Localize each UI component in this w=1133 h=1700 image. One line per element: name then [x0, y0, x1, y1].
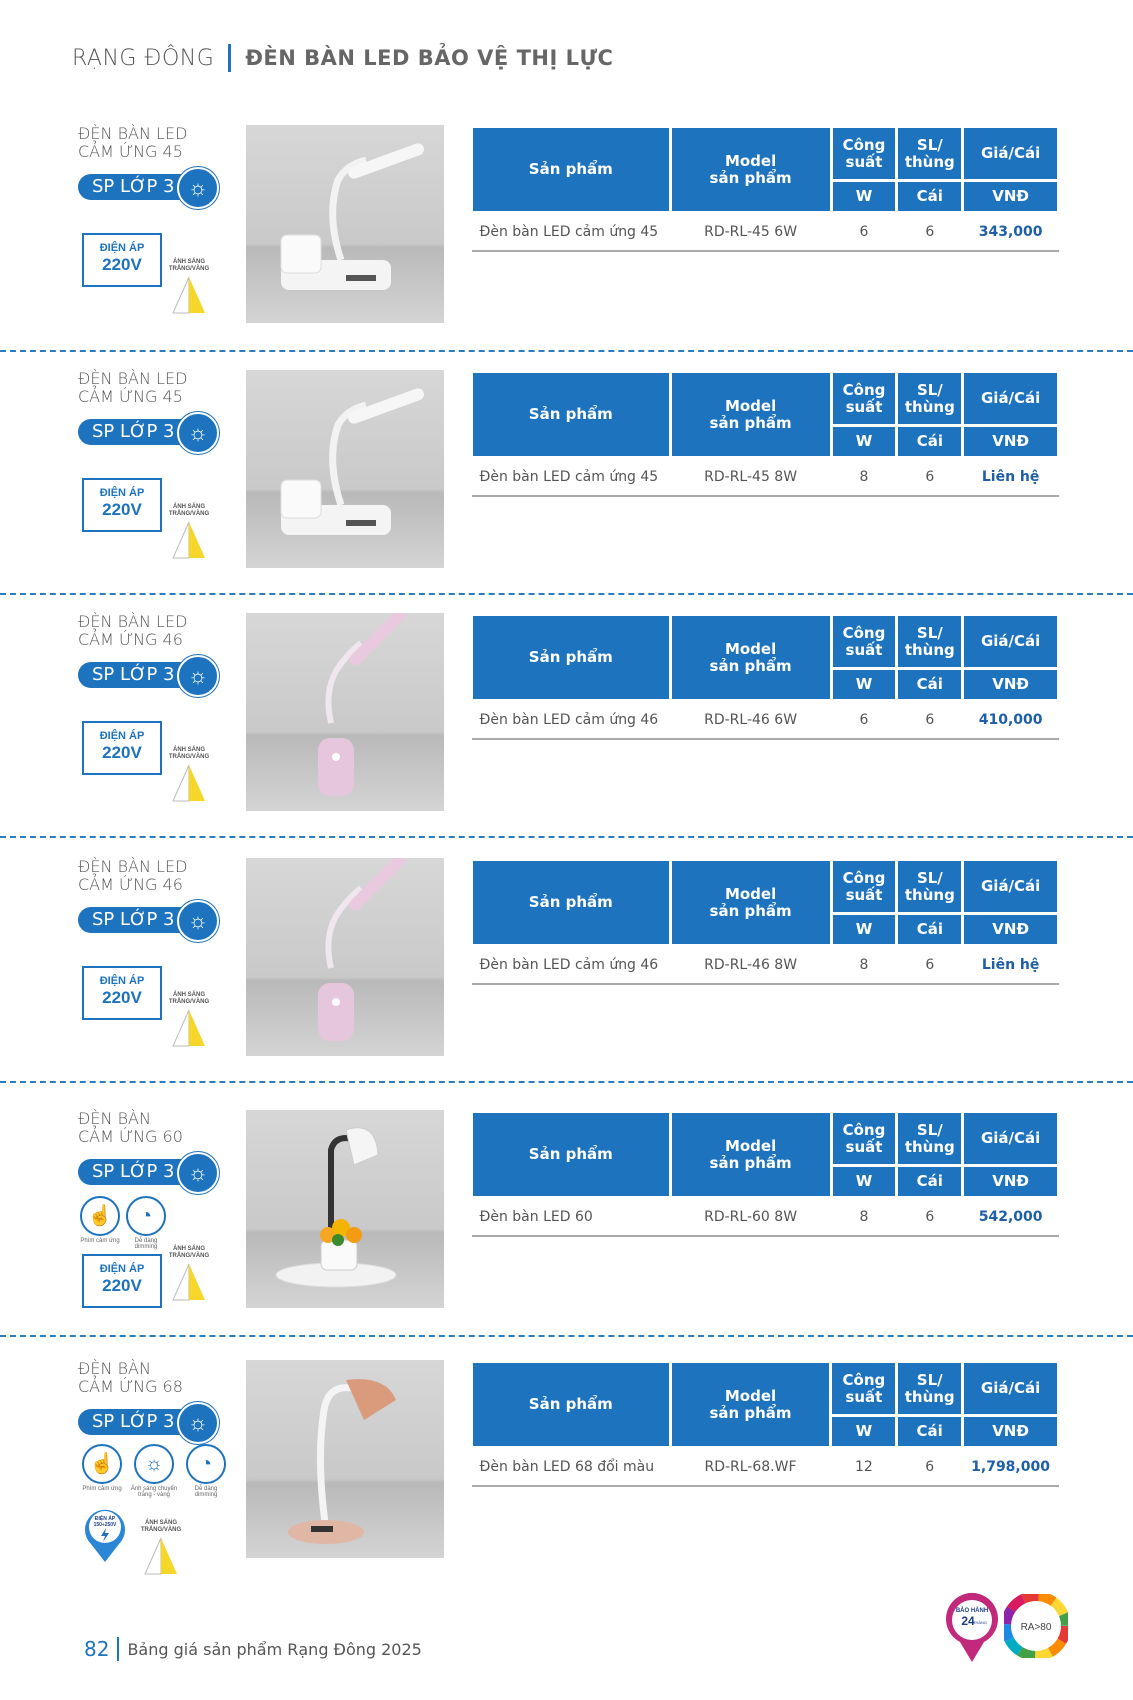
touch-icon: ☝ — [82, 1444, 122, 1484]
header-product: Sản phẩm — [472, 372, 671, 458]
header-qty-unit: Cái — [897, 181, 963, 213]
header-separator — [228, 44, 231, 72]
cell-model: RD-RL-45 6W — [670, 213, 831, 252]
header-product: Sản phẩm — [472, 1112, 671, 1198]
table-row — [472, 1198, 1059, 1237]
header-power-line1: Công — [842, 1370, 886, 1389]
cell-price: Liên hệ — [963, 458, 1059, 497]
product-section — [0, 1360, 1133, 1600]
product-name — [78, 613, 187, 649]
header-qty-line1: SL/ — [916, 1370, 943, 1389]
light-triangle-icon — [164, 1008, 214, 1048]
product-photo — [246, 1360, 444, 1558]
light-triangle-icon — [164, 763, 214, 803]
header-qty-unit: Cái — [897, 426, 963, 458]
product-name-line1: ĐÈN BÀN LED — [78, 612, 188, 631]
table-row — [472, 458, 1059, 497]
cell-price: 542,000 — [963, 1198, 1059, 1237]
product-photo — [246, 613, 444, 811]
product-section — [0, 370, 1133, 610]
header-qty-line2: thùng — [904, 152, 955, 171]
product-name-line1: ĐÈN BÀN LED — [78, 124, 188, 143]
product-photo — [246, 858, 444, 1056]
voltage-badge — [82, 721, 162, 775]
header-qty-unit: Cái — [897, 1166, 963, 1198]
light-caption-line1: ÁNH SÁNG — [172, 1246, 205, 1252]
section-divider — [0, 1335, 1133, 1337]
cell-price: 343,000 — [963, 213, 1059, 252]
voltage-value: 220V — [102, 743, 142, 762]
light-caption-line2: TRẮNG/VÀNG — [168, 754, 210, 760]
voltage-badge — [82, 966, 162, 1020]
table-row — [472, 701, 1059, 740]
voltage-pin-badge — [82, 1506, 128, 1564]
header-model-line1: Model — [724, 396, 777, 415]
table-row — [472, 946, 1059, 985]
header-power — [831, 860, 897, 914]
sp-label: SP LỚP 3 — [78, 662, 205, 688]
dimming-icon: ◔ — [186, 1444, 226, 1484]
cell-product: Đèn bàn LED 60 — [472, 1198, 671, 1237]
header-model-line2: sản phẩm — [709, 1403, 792, 1422]
header-qty-line2: thùng — [904, 397, 955, 416]
touch-icon: ☝ — [80, 1196, 120, 1236]
header-price-unit: VNĐ — [963, 914, 1059, 946]
cell-power: 8 — [831, 946, 897, 985]
header-model — [670, 1112, 831, 1198]
light-white-yellow-badge — [164, 504, 214, 564]
product-name — [78, 1110, 183, 1146]
header-power-unit: W — [831, 1416, 897, 1448]
header-power-line1: Công — [842, 1120, 886, 1139]
brand-name: RẠNG ĐÔNG — [72, 45, 215, 71]
sp-class3-badge — [78, 906, 218, 934]
section-divider — [0, 1081, 1133, 1083]
voltage-label: ĐIỆN ÁP — [99, 242, 145, 254]
light-white-yellow-badge — [164, 259, 214, 319]
cell-qty: 6 — [897, 946, 963, 985]
cell-product: Đèn bàn LED cảm ứng 45 — [472, 213, 671, 252]
ra-label: RA>80 — [1020, 1622, 1052, 1633]
dimming-icon: ◔ — [126, 1196, 166, 1236]
cell-power: 8 — [831, 1198, 897, 1237]
header-price: Giá/Cái — [963, 615, 1059, 669]
feature-dimming — [184, 1444, 228, 1498]
product-name-line2: CẢM ỨNG 46 — [78, 875, 183, 894]
voltage-value: 220V — [102, 1276, 142, 1295]
eye-protect-icon: ☼ — [177, 900, 219, 942]
feature-touch — [80, 1196, 120, 1244]
header-model-line1: Model — [724, 884, 777, 903]
header-power — [831, 1112, 897, 1166]
header-model-line1: Model — [724, 639, 777, 658]
warranty-line3: THÁNG — [973, 1620, 987, 1625]
product-section — [0, 613, 1133, 853]
header-model — [670, 127, 831, 213]
header-qty — [897, 860, 963, 914]
cell-model: RD-RL-68.WF — [670, 1448, 831, 1487]
feature-color-switch — [126, 1444, 182, 1498]
product-name — [78, 125, 187, 161]
header-power — [831, 127, 897, 181]
header-model — [670, 860, 831, 946]
header-power-line1: Công — [842, 135, 886, 154]
voltage-value: 220V — [102, 988, 142, 1007]
cell-power: 6 — [831, 701, 897, 740]
header-price: Giá/Cái — [963, 1112, 1059, 1166]
color-switch-icon: ☼ — [134, 1444, 174, 1484]
header-price-unit: VNĐ — [963, 181, 1059, 213]
header-power-line2: suất — [845, 1387, 883, 1406]
header-qty-line2: thùng — [904, 1387, 955, 1406]
header-qty — [897, 1112, 963, 1166]
sp-class3-badge — [78, 418, 218, 446]
price-table — [470, 613, 1060, 740]
warranty-line1: BẢO HÀNH — [955, 1608, 989, 1614]
product-name — [78, 370, 187, 406]
header-qty-line2: thùng — [904, 1137, 955, 1156]
section-divider — [0, 836, 1133, 838]
cell-product: Đèn bàn LED cảm ứng 46 — [472, 946, 671, 985]
section-divider — [0, 593, 1133, 595]
price-table — [470, 858, 1060, 985]
header-product: Sản phẩm — [472, 615, 671, 701]
cell-qty: 6 — [897, 213, 963, 252]
page-title: ĐÈN BÀN LED BẢO VỆ THỊ LỰC — [245, 46, 614, 70]
header-qty-line1: SL/ — [916, 623, 943, 642]
product-name-line2: CẢM ỨNG 68 — [78, 1377, 183, 1396]
voltage-label: ĐIỆN ÁP — [99, 1263, 145, 1275]
cell-price: Liên hệ — [963, 946, 1059, 985]
page-footer — [84, 1637, 422, 1661]
header-price-unit: VNĐ — [963, 1416, 1059, 1448]
header-power-line1: Công — [842, 623, 886, 642]
feature-dimming-label: Dễ dàng dimming — [134, 1238, 158, 1250]
header-price-unit: VNĐ — [963, 426, 1059, 458]
header-model-line1: Model — [724, 1386, 777, 1405]
header-power-line2: suất — [845, 885, 883, 904]
header-model-line1: Model — [724, 151, 777, 170]
cell-model: RD-RL-45 8W — [670, 458, 831, 497]
header-qty-unit: Cái — [897, 669, 963, 701]
product-name-line1: ĐÈN BÀN — [78, 1109, 151, 1128]
price-table — [470, 1110, 1060, 1237]
ra-badge — [1004, 1594, 1068, 1658]
cell-model: RD-RL-46 6W — [670, 701, 831, 740]
light-triangle-icon — [164, 275, 214, 315]
eye-protect-icon: ☼ — [177, 655, 219, 697]
sp-class3-badge — [78, 1408, 218, 1436]
eye-protect-icon: ☼ — [177, 1402, 219, 1444]
light-triangle-icon — [164, 1262, 214, 1302]
cell-qty: 6 — [897, 1448, 963, 1487]
product-name-line1: ĐÈN BÀN LED — [78, 369, 188, 388]
header-power-unit: W — [831, 914, 897, 946]
product-name-line2: CẢM ỨNG 60 — [78, 1127, 183, 1146]
light-white-yellow-badge — [164, 1246, 214, 1306]
feature-touch-label: Phím cảm ứng — [80, 1238, 120, 1244]
header-power-unit: W — [831, 669, 897, 701]
price-table — [470, 370, 1060, 497]
header-power-unit: W — [831, 426, 897, 458]
product-name — [78, 858, 187, 894]
feature-color-switch-label: Ánh sáng chuyển trắng - vàng — [130, 1486, 178, 1498]
header-price: Giá/Cái — [963, 1362, 1059, 1416]
pin-voltage-line1: ĐIỆN ÁP — [94, 1516, 116, 1522]
sp-class3-badge — [78, 1158, 218, 1186]
product-name-line1: ĐÈN BÀN — [78, 1359, 151, 1378]
voltage-label: ĐIỆN ÁP — [99, 730, 145, 742]
product-name-line2: CẢM ỨNG 45 — [78, 387, 183, 406]
cell-model: RD-RL-46 8W — [670, 946, 831, 985]
header-power — [831, 1362, 897, 1416]
cell-product: Đèn bàn LED 68 đổi màu — [472, 1448, 671, 1487]
cell-product: Đèn bàn LED cảm ứng 45 — [472, 458, 671, 497]
header-power-line1: Công — [842, 868, 886, 887]
table-row — [472, 1448, 1059, 1487]
light-caption-line1: ÁNH SÁNG — [172, 504, 205, 510]
page-header — [72, 44, 613, 72]
header-power-line2: suất — [845, 152, 883, 171]
voltage-badge — [82, 233, 162, 287]
eye-protect-icon: ☼ — [177, 1152, 219, 1194]
price-table — [470, 125, 1060, 252]
voltage-value: 220V — [102, 255, 142, 274]
sp-label: SP LỚP 3 — [78, 1159, 205, 1185]
light-caption-line2: TRẮNG/VÀNG — [140, 1527, 182, 1533]
feature-touch-label: Phím cảm ứng — [82, 1486, 122, 1492]
eye-protect-icon: ☼ — [177, 167, 219, 209]
cell-power: 8 — [831, 458, 897, 497]
section-divider — [0, 350, 1133, 352]
light-white-yellow-badge — [164, 747, 214, 807]
header-model-line1: Model — [724, 1136, 777, 1155]
header-power — [831, 615, 897, 669]
feature-dimming — [126, 1196, 166, 1250]
product-section — [0, 1110, 1133, 1350]
light-caption-line2: TRẮNG/VÀNG — [168, 511, 210, 517]
sp-label: SP LỚP 3 — [78, 907, 205, 933]
voltage-badge — [82, 1254, 162, 1308]
voltage-label: ĐIỆN ÁP — [99, 975, 145, 987]
header-qty-unit: Cái — [897, 914, 963, 946]
header-model-line2: sản phẩm — [709, 1153, 792, 1172]
cell-power: 6 — [831, 213, 897, 252]
light-caption-line2: TRẮNG/VÀNG — [168, 1253, 210, 1259]
header-product: Sản phẩm — [472, 860, 671, 946]
cell-qty: 6 — [897, 458, 963, 497]
pin-voltage-line2: 150÷250V — [93, 1522, 117, 1528]
header-model — [670, 1362, 831, 1448]
cell-power: 12 — [831, 1448, 897, 1487]
sp-label: SP LỚP 3 — [78, 174, 205, 200]
header-model-line2: sản phẩm — [709, 656, 792, 675]
header-power-unit: W — [831, 181, 897, 213]
light-caption-line2: TRẮNG/VÀNG — [168, 999, 210, 1005]
header-price: Giá/Cái — [963, 127, 1059, 181]
header-model — [670, 615, 831, 701]
header-qty-line1: SL/ — [916, 1120, 943, 1139]
header-power-line2: suất — [845, 1137, 883, 1156]
header-power-line2: suất — [845, 397, 883, 416]
price-table — [470, 1360, 1060, 1487]
product-name-line2: CẢM ỨNG 45 — [78, 142, 183, 161]
cell-price: 410,000 — [963, 701, 1059, 740]
light-caption-line1: ÁNH SÁNG — [172, 992, 205, 998]
sp-class3-badge — [78, 173, 218, 201]
feature-touch — [80, 1444, 124, 1492]
light-caption-line1: ÁNH SÁNG — [144, 1520, 177, 1526]
footer-separator — [117, 1637, 119, 1661]
page-number: 82 — [84, 1637, 110, 1661]
header-price-unit: VNĐ — [963, 669, 1059, 701]
header-price: Giá/Cái — [963, 372, 1059, 426]
eye-protect-icon: ☼ — [177, 412, 219, 454]
header-power-unit: W — [831, 1166, 897, 1198]
header-power-line2: suất — [845, 640, 883, 659]
voltage-label: ĐIỆN ÁP — [99, 487, 145, 499]
header-model-line2: sản phẩm — [709, 168, 792, 187]
light-white-yellow-badge — [164, 992, 214, 1052]
warranty-badge — [944, 1592, 1000, 1664]
product-name-line2: CẢM ỨNG 46 — [78, 630, 183, 649]
sp-label: SP LỚP 3 — [78, 1409, 205, 1435]
header-power-line1: Công — [842, 380, 886, 399]
header-qty — [897, 1362, 963, 1416]
header-qty-unit: Cái — [897, 1416, 963, 1448]
header-model-line2: sản phẩm — [709, 901, 792, 920]
header-qty-line2: thùng — [904, 885, 955, 904]
product-name — [78, 1360, 183, 1396]
header-qty-line1: SL/ — [916, 135, 943, 154]
cell-product: Đèn bàn LED cảm ứng 46 — [472, 701, 671, 740]
feature-dimming-label: Dễ dàng dimming — [194, 1486, 218, 1498]
voltage-badge — [82, 478, 162, 532]
product-section — [0, 125, 1133, 365]
header-qty — [897, 615, 963, 669]
product-photo — [246, 1110, 444, 1308]
header-model-line2: sản phẩm — [709, 413, 792, 432]
light-triangle-icon — [164, 520, 214, 560]
light-caption-line2: TRẮNG/VÀNG — [168, 266, 210, 272]
light-white-yellow-badge — [136, 1520, 186, 1580]
header-qty-line1: SL/ — [916, 380, 943, 399]
cell-price: 1,798,000 — [963, 1448, 1059, 1487]
table-row — [472, 213, 1059, 252]
header-product: Sản phẩm — [472, 127, 671, 213]
cell-model: RD-RL-60 8W — [670, 1198, 831, 1237]
light-caption-line1: ÁNH SÁNG — [172, 747, 205, 753]
header-price-unit: VNĐ — [963, 1166, 1059, 1198]
cell-qty: 6 — [897, 701, 963, 740]
sp-label: SP LỚP 3 — [78, 419, 205, 445]
cell-qty: 6 — [897, 1198, 963, 1237]
product-section — [0, 858, 1133, 1098]
header-qty-line1: SL/ — [916, 868, 943, 887]
footer-text: Bảng giá sản phẩm Rạng Đông 2025 — [127, 1639, 422, 1659]
header-qty — [897, 372, 963, 426]
header-power — [831, 372, 897, 426]
product-photo — [246, 370, 444, 568]
header-price: Giá/Cái — [963, 860, 1059, 914]
header-model — [670, 372, 831, 458]
header-product: Sản phẩm — [472, 1362, 671, 1448]
light-triangle-icon — [136, 1536, 186, 1576]
sp-class3-badge — [78, 661, 218, 689]
header-qty — [897, 127, 963, 181]
voltage-value: 220V — [102, 500, 142, 519]
product-photo — [246, 125, 444, 323]
light-caption-line1: ÁNH SÁNG — [172, 259, 205, 265]
header-qty-line2: thùng — [904, 640, 955, 659]
warranty-line2: 24 — [961, 1614, 975, 1628]
product-name-line1: ĐÈN BÀN LED — [78, 857, 188, 876]
